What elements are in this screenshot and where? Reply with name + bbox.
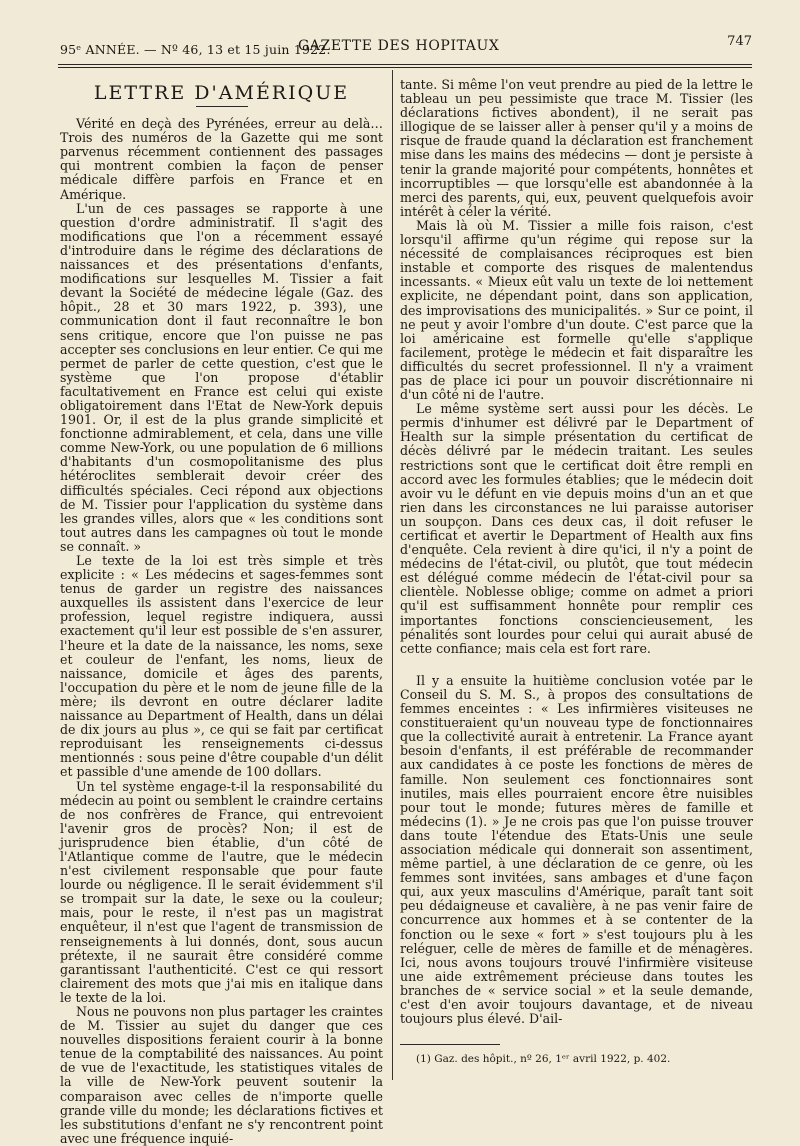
title-rule	[196, 106, 248, 107]
paragraph-6: tante. Si même l'on veut prendre au pied de la lettre le tableau un peu pessimiste que trace M. Tissier (les déclarations fictives abondent), il ne serait pas illogique de se laisser aller à penser qu'il y a moins de risque de fraude quand la déclaration est franchement mise dans les mains des médecins — dont je persiste à tenir la grande majorité pour compétents, honnêtes et incorruptibles — que lorsqu'elle est abandonnée à la merci des parents, qui, eux, peuvent quelquefois avoir intérêt à céler la vérité.	[400, 77, 753, 219]
column-divider	[392, 70, 393, 1080]
left-column	[60, 78, 383, 1146]
paragraph-2: L'un de ces passages se rapporte à une question d'ordre administratif. Il s'agit des modifications que l'on a récemment essayé d'introduire dans le régime des déclarations de naissances et des présentations d'enfants, modifications sur lesquelles M. Tissier a fait devant la Société de médecine légale (Gaz. des hôpit., 28 et 30 mars 1922, p. 393), une communication dont il faut reconnaître le bon sens critique, encore que l'on puisse ne pas accepter ses conclusions en leur entier. Ce qui me permet de parler de cette question, c'est que le système que l'on propose d'établir facultativement en France est celui qui existe obligatoirement dans l'Etat de New-York depuis 1901. Or, il est de la plus grande simplicité et fonctionne admirablement, et cela, dans une ville comme New-York, ou une population de 6 millions d'habitants d'un cosmopolitanisme des plus hétéroclites semblerait devoir créer des difficultés spéciales. Ceci répond aux objections de M. Tissier pour l'application du système dans les grandes villes, alors que « les conditions sont tout autres dans les campagnes où tout le monde se connaît. »	[60, 200, 383, 554]
page-header	[60, 34, 752, 60]
footnote-rule	[400, 1044, 500, 1045]
paragraph-9: Il y a ensuite la huitième conclusion votée par le Conseil du S. M. S., à propos des consultations de femmes enceintes : « Les infirmières visiteuses ne constitueraient qu'un nouveau type de fonctionnaires que la collectivité aurait à entretenir. La France ayant besoin d'enfants, il est préférable de recommander aux candidates à ce poste les fonctions de mères de famille. Non seulement ces fonctionnaires sont inutiles, mais elles pourraient encore être nuisibles pour tout le monde; futures mères de famille et médecins (1). » Je ne crois pas que l'on puisse trouver dans toute l'étendue des Etats-Unis une seule association médicale qui donnerait son assentiment, même partiel, à une déclaration de ce genre, où les femmes sont invitées, sans ambages et d'une façon qui, aux yeux masculins d'Amérique, paraît tant soit peu dédaigneuse et cavalière, à ne pas venir faire de concurrence aux hommes et à se contenter de la fonction ou le sexe « fort » s'est toujours plu à les reléguer, celle de mères de famille et de ménagères. Ici, nous avons toujours trouvé l'infirmière visiteuse une aide extrêmement précieuse dans toutes les branches de « service social » et la seule demande, c'est d'en avoir toujours davantage, et de niveau toujours plus élevé. D'ail-	[400, 672, 753, 1027]
paragraph-1: Vérité en deçà des Pyrénées, erreur au delà… Trois des numéros de la Gazette qui me sont parvenus récemment contiennent des passages qui montrent combien la façon de penser médicale diffère parfois en France et en Amérique.	[60, 116, 383, 202]
article-title: LETTRE D'AMÉRIQUE	[93, 82, 350, 104]
footnote: (1) Gaz. des hôpit., nº 26, 1ᵉʳ avril 1922, p. 402.	[416, 1053, 671, 1066]
paragraph-4: Un tel système engage-t-il la responsabilité du médecin au point ou semblent le craindre certains de nos confrères de France, qui entrevoient l'avenir gros de procès? Non; il est de jurisprudence bien établie, d'un côté de l'Atlantique comme de l'autre, que le médecin n'est civilement responsable que pour faute lourde ou négligence. Il le serait évidemment s'il se trompait sur la date, le sexe ou la couleur; mais, pour le reste, il n'est pas un magistrat enquêteur, il n'est que l'agent de transmission de renseignements à lui donnés, dont, sous aucun prétexte, il ne saurait être considéré comme garantissant l'authenticité. C'est ce qui ressort clairement des mots que j'ai mis en italique dans le texte de la loi.	[60, 778, 383, 1005]
right-column	[400, 78, 753, 1065]
paragraph-7: Mais là où M. Tissier a mille fois raison, c'est lorsqu'il affirme qu'un régime qui repose sur la nécessité de complaisances réciproques est bien instable et comporte des risques de malentendus incessants. « Mieux eût valu un texte de loi nettement explicite, ne dépendant point, dans son application, des improvisations des municipalités. » Sur ce point, il ne peut y avoir l'ombre d'un doute. C'est parce que la loi américaine est formelle qu'elle s'applique facilement, protège le médecin et fait disparaître les difficultés du secret professionnel. Il n'y a vraiment pas de place ici pour un pouvoir discrétionnaire ni d'un côté ni de l'autre.	[400, 217, 753, 403]
paragraph-3: Le texte de la loi est très simple et très explicite : « Les médecins et sages-femmes sont tenus de garder un registre des naissances auxquelles ils assistent dans l'exercice de leur profession, lequel registre indiquera, aussi exactement qu'il leur est possible de s'en assurer, l'heure et la date de la naissance, les noms, sexe et couleur de l'enfant, les noms, lieux de naissance, domicile et âges des parents, l'occupation du père et le nom de jeune fille de la mère; ils devront en outre déclarer ladite naissance au Department of Health, dans un délai de dix jours au plus », ce qui se fait par certificat reproduisant les renseignements ci-dessus mentionnés : sous peine d'être coupable d'un délit et passible d'une amende de 100 dollars.	[60, 553, 383, 780]
paragraph-5: Nous ne pouvons non plus partager les craintes de M. Tissier au sujet du danger que ces nouvelles dispositions feraient courir à la bonne tenue de la comptabilité des naissances. Au point de vue de l'exactitude, les statistiques vitales de la ville de New-York peuvent soutenir la comparaison avec celles de n'importe quelle grande ville du monde; les déclarations fictives et les substitutions d'enfant ne s'y rencontrent point avec une fréquence inquié-	[60, 1004, 383, 1146]
header-rule-double	[58, 67, 752, 68]
header-rule	[58, 64, 752, 65]
journal-title: GAZETTE DES HOPITAUX	[298, 38, 500, 54]
paragraph-8: Le même système sert aussi pour les décès. Le permis d'inhumer est délivré par le Department of Health sur la simple présentation du certificat de décès délivré par le médecin traitant. Les seules restrictions sont que le certificat doit être rempli en accord avec les formules établies; que le médecin doit avoir vu le défunt en vie depuis moins d'un an et que rien dans les circonstances ne lui paraisse autoriser un soupçon. Dans ces deux cas, il doit refuser le certificat et avertir le Department of Health aux fins d'enquête. Cela revient à dire qu'ici, il n'y a point de médecins de l'état-civil, ou plutôt, que tout médecin est délégué comme médecin de l'état-civil pour sa clientèle. Noblesse oblige; comme on admet a priori qu'il est suffisamment honnête pour remplir ces importantes fonctions consciencieusement, les pénalités sont lourdes pour celui qui aurait abusé de cette confiance; mais cela est fort rare.	[400, 401, 753, 656]
page-number: 747	[727, 34, 752, 49]
issue-line: 95ᵉ ANNÉE. — Nº 46, 13 et 15 juin 1922.	[60, 42, 331, 57]
